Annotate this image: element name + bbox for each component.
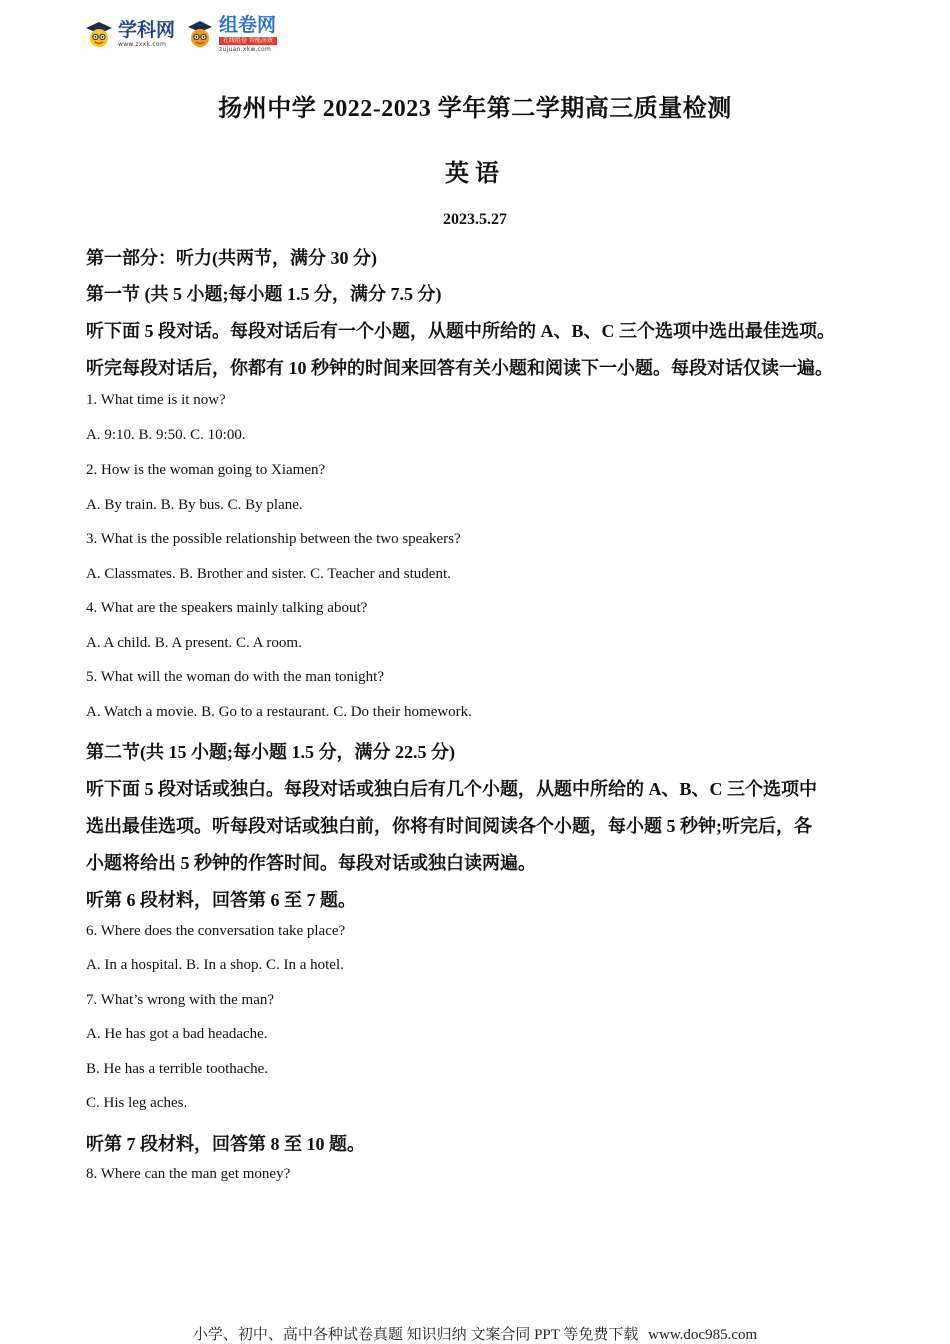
question-line: 2. How is the woman going to Xiamen? [86, 462, 326, 478]
question-line: B. He has a terrible toothache. [86, 1061, 269, 1077]
exam-date: 2023.5.27 [443, 211, 507, 228]
question-line: A. 9:10. B. 9:50. C. 10:00. [86, 427, 246, 443]
section-heading: 选出最佳选项。听每段对话或独白前，你将有时间阅读各个小题，每小题 5 秒钟;听完后，各 [86, 816, 812, 836]
logo2-name: 组卷网 [219, 13, 277, 36]
logo1-name: 学科网 [118, 18, 176, 41]
logo1-url: www.zxxk.com [118, 40, 167, 48]
question-line: A. By train. B. By bus. C. By plane. [86, 497, 303, 513]
exam-subject: 英语 [445, 161, 505, 187]
section-heading: 听下面 5 段对话。每段对话后有一个小题，从题中所给的 A、B、C 三个选项中选出最佳选项。 [86, 321, 835, 341]
question-line: A. Classmates. B. Brother and sister. C. Teacher and student. [86, 566, 451, 582]
section-heading: 第二节(共 15 小题;每小题 1.5 分，满分 22.5 分) [86, 742, 455, 762]
exam-title: 扬州中学 2022-2023 学年第二学期高三质量检测 [218, 96, 732, 122]
question-line: 5. What will the woman do with the man tonight? [86, 669, 385, 685]
question-line: 1. What time is it now? [86, 392, 226, 408]
question-line: 3. What is the possible relationship between the two speakers? [86, 531, 461, 547]
section-heading: 听下面 5 段对话或独白。每段对话或独白后有几个小题，从题中所给的 A、B、C 三个选项中 [86, 779, 817, 799]
header-logos [84, 14, 277, 54]
question-line: 8. Where can the man get money? [86, 1166, 291, 1182]
mascot-face-icon [185, 19, 215, 49]
question-line: C. His leg aches. [86, 1095, 188, 1111]
section-heading: 听第 6 段材料，回答第 6 至 7 题。 [86, 890, 356, 910]
question-line: 4. What are the speakers mainly talking about? [86, 600, 368, 616]
logo2-url: zujuan.xkw.com [219, 45, 272, 53]
zujuanwang-logo[interactable] [185, 13, 277, 53]
graduate-face-icon [84, 19, 114, 49]
section-heading: 听完每段对话后，你都有 10 秒钟的时间来回答有关小题和阅读下一小题。每段对话仅读一遍。 [86, 358, 833, 378]
page-footer [0, 1323, 950, 1344]
section-heading: 第一部分：听力(共两节，满分 30 分) [86, 248, 377, 268]
question-line: A. A child. B. A present. C. A room. [86, 635, 302, 651]
question-line: 6. Where does the conversation take place? [86, 923, 346, 939]
section-heading: 听第 7 段材料，回答第 8 至 10 题。 [86, 1134, 365, 1154]
question-line: A. In a hospital. B. In a shop. C. In a hotel. [86, 957, 344, 973]
xuekewang-logo[interactable] [84, 19, 175, 49]
question-line: A. Watch a movie. B. Go to a restaurant. C. Do their homework. [86, 704, 472, 720]
section-heading: 小题将给出 5 秒钟的作答时间。每段对话或独白读两遍。 [86, 853, 536, 873]
logo2-ribbon: 在线组卷 智能高效 [219, 37, 277, 45]
question-line: 7. What’s wrong with the man? [86, 992, 275, 1008]
section-heading: 第一节 (共 5 小题;每小题 1.5 分，满分 7.5 分) [86, 284, 442, 304]
footer-ad-text: 小学、初中、高中各种试卷真题 知识归纳 文案合同 PPT 等免费下载 [192, 1327, 639, 1343]
question-line: A. He has got a bad headache. [86, 1026, 268, 1042]
footer-site-link[interactable]: www.doc985.com [648, 1327, 758, 1343]
